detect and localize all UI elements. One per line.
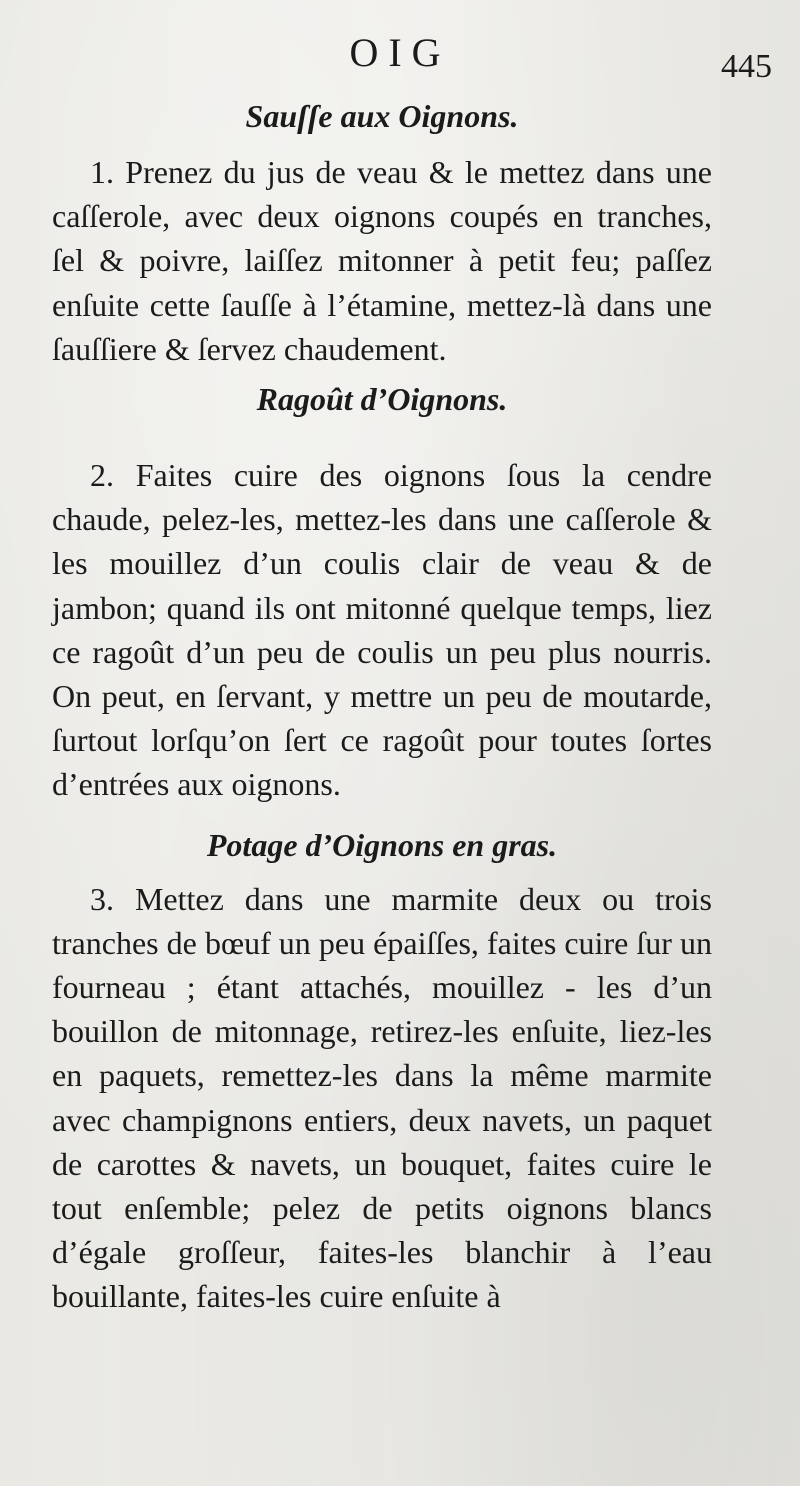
paragraph-number: 3. bbox=[90, 880, 114, 917]
paragraph-2 bbox=[52, 453, 712, 807]
section-title-ragout: Ragoût d’Oignons. bbox=[256, 381, 508, 418]
paragraph-text: Mettez dans une marmite deux ou trois tranches de bœuf un peu épaiſſes, faites cuire ſur un fourneau ; étant attachés, mouillez - les d’un bouillon de mitonnage, retirez-les enſuite, liez-les en paquets, remettez-les dans la même marmite avec champignons entiers, deux navets, un paquet de carottes & navets, un bouquet, faites cuire le tout enſemble; pelez de petits oignons blancs d’égale groſſeur, faites-les blanchir à l’eau bouillante, faites-les cuire enſuite à bbox=[52, 880, 713, 1315]
paragraph-number: 1. bbox=[90, 154, 114, 190]
paragraph-3 bbox=[52, 877, 712, 1319]
section-title-sausse: Sauſſe aux Oignons. bbox=[245, 98, 519, 134]
paragraph-text: Faites cuire des oignons ſous la cendre chaude, pelez-les, mettez-les dans une caſſerole & les mouillez d’un coulis clair de veau & de jambon; quand ils ont mitonné quelque temps, liez ce ragoût d’un peu de coulis un peu plus nourris. On peut, en ſervant, y mettre un peu de moutarde, ſurtout lorſqu’on ſert ce ragoût pour toutes ſortes d’entrées aux oignons. bbox=[52, 457, 713, 803]
paragraph-text: Prenez du jus de veau & le mettez dans une caſſerole, avec deux oignons coupés en tranches, ſel & poivre, laiſſez mitonner à petit feu; paſſez enſuite cette ſauſſe à l’étamine, mettez-là dans une ſauſſiere & ſervez chaudement. bbox=[52, 154, 713, 367]
page-number: 445 bbox=[721, 48, 772, 85]
paragraph-1 bbox=[52, 150, 712, 371]
running-head-title: OIG bbox=[349, 30, 451, 75]
paragraph-number: 2. bbox=[90, 457, 114, 494]
page-body bbox=[52, 92, 712, 1319]
running-head bbox=[0, 28, 800, 85]
section-title-potage: Potage d’Oignons en gras. bbox=[206, 826, 558, 863]
